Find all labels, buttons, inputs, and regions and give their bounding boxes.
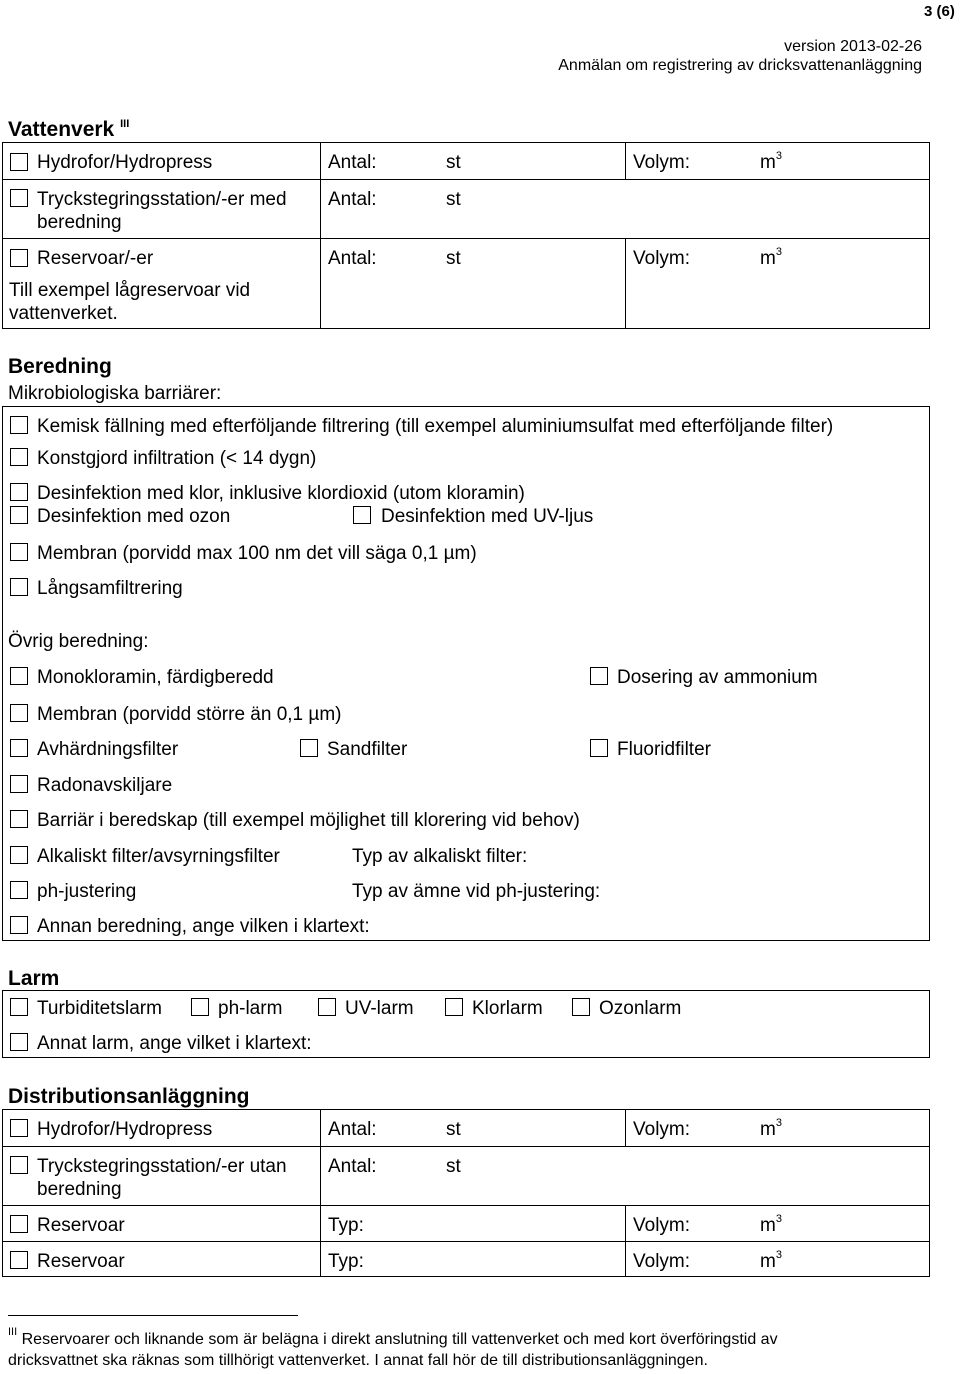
footnote-text: $^{III}$ Reservoarer och liknande som är belägna i direkt anslutning till vattenverket och med kort överföringstid av [8,1326,778,1348]
antal-label: Antal: [328,1156,377,1177]
klorlarm-checkbox[interactable] [445,998,463,1016]
st-label: st [446,152,461,173]
distribution-row-divider [2,1146,930,1147]
unit-m3: $m^3$ [760,150,782,173]
barriar-beredskap-label: Barriär i beredskap (till exempel möjlighet till klorering vid behov) [37,810,580,831]
uv-larm-label: UV-larm [345,998,414,1019]
barriar-beredskap-checkbox[interactable] [10,810,28,828]
dist-reservoar-2-checkbox[interactable] [10,1251,28,1269]
reservoar-checkbox[interactable] [10,249,28,267]
unit-m3: $m^3$ [760,1117,782,1140]
klorlarm-label: Klorlarm [472,998,543,1019]
tryckstegring-label-cont: beredning [37,212,122,233]
ph-larm-label: ph-larm [218,998,283,1019]
desinfektion-klor-label: Desinfektion med klor, inklusive klordioxid (utom kloramin) [37,483,525,504]
dist-reservoar-2-label: Reservoar [37,1251,125,1272]
dosering-ammonium-checkbox[interactable] [590,667,608,685]
avhardningsfilter-label: Avhärdningsfilter [37,739,179,760]
unit-m3: $m^3$ [760,1249,782,1272]
antal-label: Antal: [328,1119,377,1140]
footnote-mark: III [8,1326,18,1338]
desinfektion-ozon-label: Desinfektion med ozon [37,506,231,527]
footnote-text-cont: dricksvattnet ska räknas som tillhörigt vattenverket. I annat fall hör de till distributionsanläggningen. [8,1352,708,1369]
larm-heading: Larm [8,967,60,990]
uv-larm-checkbox[interactable] [318,998,336,1016]
ph-justering-checkbox[interactable] [10,881,28,899]
annan-beredning-label: Annan beredning, ange vilken i klartext: [37,916,370,937]
vattenverk-col-divider [625,142,626,179]
volym-label: Volym: [633,1251,691,1272]
ph-larm-checkbox[interactable] [191,998,209,1016]
vattenverk-col-divider [320,142,321,329]
distribution-col-divider [625,1205,626,1277]
ph-justering-label: ph-justering [37,881,137,902]
dosering-ammonium-label: Dosering av ammonium [617,667,818,688]
membran-storre-checkbox[interactable] [10,704,28,722]
volym-label: Volym: [633,1119,691,1140]
dist-reservoar-checkbox[interactable] [10,1215,28,1233]
unit-m3: $m^3$ [760,1213,782,1236]
st-label: st [446,189,461,210]
avhardningsfilter-checkbox[interactable] [10,739,28,757]
vattenverk-col-divider [625,238,626,329]
tryckstegring-checkbox[interactable] [10,189,28,207]
langsamfiltrering-label: Långsamfiltrering [37,578,183,599]
distribution-heading: Distributionsanläggning [8,1085,250,1108]
sandfilter-checkbox[interactable] [300,739,318,757]
typ-label: Typ: [328,1251,364,1272]
desinfektion-ozon-checkbox[interactable] [10,506,28,524]
desinfektion-klor-checkbox[interactable] [10,483,28,501]
kemisk-fallning-label: Kemisk fällning med efterföljande filtrering (till exempel aluminiumsulfat med efterföljande filter) [37,416,834,437]
monokloramin-checkbox[interactable] [10,667,28,685]
reservoar-note-cont: vattenverket. [9,303,118,324]
reservoar-label: Reservoar/-er [37,248,154,269]
dist-tryckstegring-checkbox[interactable] [10,1156,28,1174]
tryckstegring-label: Tryckstegringsstation/-er med [37,189,287,210]
konstgjord-infiltration-checkbox[interactable] [10,448,28,466]
alkaliskt-filter-label: Alkaliskt filter/avsyrningsfilter [37,846,280,867]
monokloramin-label: Monokloramin, färdigberedd [37,667,274,688]
membran-storre-label: Membran (porvidd större än 0,1 µm) [37,704,342,725]
distribution-row-divider [2,1205,930,1206]
alkaliskt-filter-checkbox[interactable] [10,846,28,864]
turbiditetslarm-checkbox[interactable] [10,998,28,1016]
kemisk-fallning-checkbox[interactable] [10,416,28,434]
antal-label: Antal: [328,189,377,210]
reservoar-note: Till exempel lågreservoar vid [9,280,251,301]
vattenverk-row-divider [2,238,930,239]
dist-hydrofor-label: Hydrofor/Hydropress [37,1119,213,1140]
st-label: st [446,248,461,269]
dist-reservoar-label: Reservoar [37,1215,125,1236]
fluoridfilter-checkbox[interactable] [590,739,608,757]
antal-label: Antal: [328,248,377,269]
micro-barriers-label: Mikrobiologiska barriärer: [8,383,222,404]
st-label: st [446,1119,461,1140]
footnote-separator [8,1315,298,1316]
version-label: version 2013-02-26 [784,38,922,55]
st-label: st [446,1156,461,1177]
page-number: 3 (6) [924,3,955,20]
konstgjord-infiltration-label: Konstgjord infiltration (< 14 dygn) [37,448,317,469]
hydrofor-checkbox[interactable] [10,153,28,171]
annan-beredning-checkbox[interactable] [10,916,28,934]
sandfilter-label: Sandfilter [327,739,408,760]
vattenverk-heading: Vattenverk $^{III}$ [8,118,130,141]
radonavskiljare-checkbox[interactable] [10,775,28,793]
typ-ph-label: Typ av ämne vid ph-justering: [352,881,601,902]
desinfektion-uv-checkbox[interactable] [353,506,371,524]
membran-max-label: Membran (porvidd max 100 nm det vill säga 0,1 µm) [37,543,477,564]
vattenverk-row-divider [2,179,930,180]
dist-tryckstegring-label-cont: beredning [37,1179,122,1200]
volym-label: Volym: [633,248,691,269]
distribution-row-divider [2,1241,930,1242]
desinfektion-uv-label: Desinfektion med UV-ljus [381,506,594,527]
volym-label: Volym: [633,152,691,173]
annat-larm-checkbox[interactable] [10,1033,28,1051]
hydrofor-label: Hydrofor/Hydropress [37,152,213,173]
document-title: Anmälan om registrering av dricksvattenanläggning [558,57,922,74]
distribution-col-divider [625,1109,626,1146]
membran-max-checkbox[interactable] [10,543,28,561]
ovrig-beredning-label: Övrig beredning: [8,631,149,652]
footnote-ref: III [120,118,130,130]
unit-m3: $m^3$ [760,246,782,269]
antal-label: Antal: [328,152,377,173]
dist-tryckstegring-label: Tryckstegringsstation/-er utan [37,1156,287,1177]
turbiditetslarm-label: Turbiditetslarm [37,998,162,1019]
radonavskiljare-label: Radonavskiljare [37,775,173,796]
dist-hydrofor-checkbox[interactable] [10,1119,28,1137]
ozonlarm-label: Ozonlarm [599,998,682,1019]
ozonlarm-checkbox[interactable] [572,998,590,1016]
annat-larm-label: Annat larm, ange vilket i klartext: [37,1033,312,1054]
beredning-heading: Beredning [8,355,112,378]
typ-alkaliskt-label: Typ av alkaliskt filter: [352,846,528,867]
volym-label: Volym: [633,1215,691,1236]
distribution-col-divider [320,1109,321,1277]
typ-label: Typ: [328,1215,364,1236]
fluoridfilter-label: Fluoridfilter [617,739,711,760]
langsamfiltrering-checkbox[interactable] [10,578,28,596]
